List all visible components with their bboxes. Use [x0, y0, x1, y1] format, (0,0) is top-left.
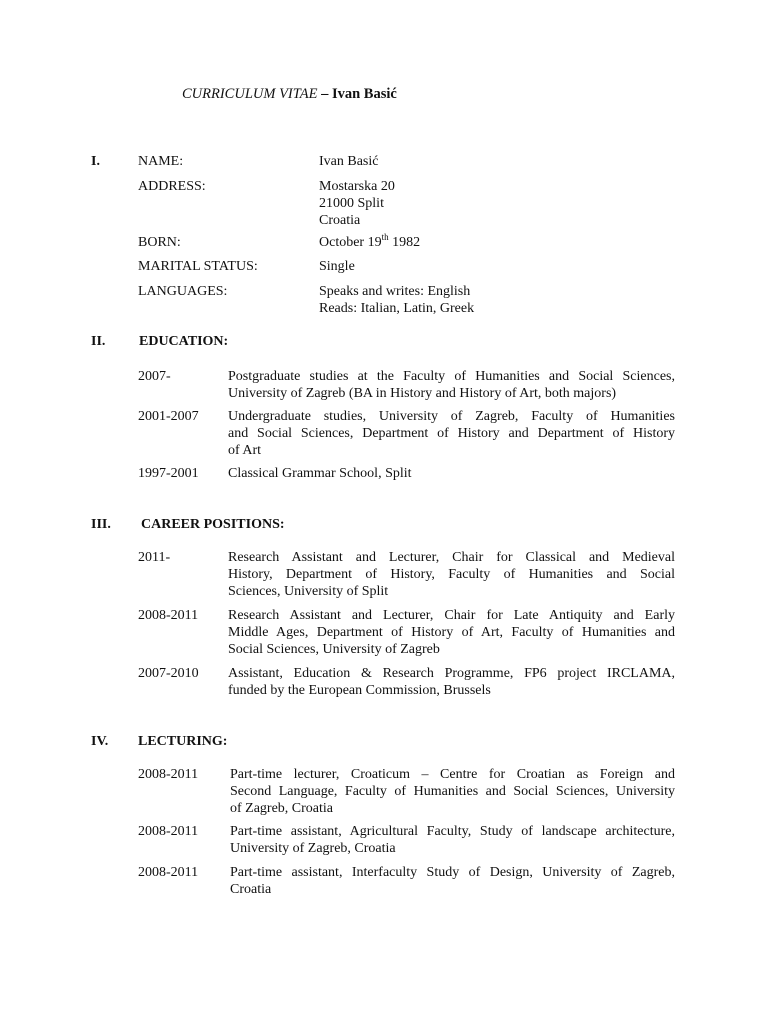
title-italic: CURRICULUM VITAE [182, 86, 318, 102]
born-date: October 19 [319, 235, 382, 250]
section-number-education: II. [91, 334, 106, 349]
name-value: Ivan Basić [319, 154, 379, 169]
education-description [228, 408, 675, 459]
description-line: Part-time assistant, Interfaculty Study of Design, University of Zagreb, [230, 865, 675, 880]
description-line: Croatia [230, 882, 272, 897]
lecturing-description [230, 864, 675, 898]
born-label: BORN: [138, 235, 181, 250]
description-line: Middle Ages, Department of History of Art, Faculty of Humanities and [228, 625, 675, 640]
career-description [228, 607, 675, 658]
lecturing-year: 2008-2011 [138, 865, 199, 880]
education-year: 2001-2007 [138, 409, 199, 424]
description-line: Part-time lecturer, Croaticum – Centre for Croatian as Foreign and [230, 767, 675, 782]
address-label: ADDRESS: [138, 179, 206, 194]
title-separator: – [317, 86, 332, 102]
description-line: funded by the European Commission, Brussels [228, 683, 491, 698]
description-line: History, Department of History, Faculty of Humanities and Social [228, 567, 675, 582]
description-line: Postgraduate studies at the Faculty of Humanities and Social Sciences, [228, 369, 675, 384]
section-heading-lecturing: LECTURING: [138, 734, 228, 749]
education-year: 1997-2001 [138, 466, 199, 481]
address-line: Mostarska 20 [319, 179, 395, 194]
education-description [228, 465, 675, 482]
lecturing-description [230, 823, 675, 857]
career-description [228, 665, 675, 699]
section-heading-career: CAREER POSITIONS: [141, 517, 285, 532]
description-line: Classical Grammar School, Split [228, 466, 412, 481]
address-value [319, 178, 395, 229]
education-description [228, 368, 675, 402]
description-line: and Social Sciences, Department of History and Department of History [228, 426, 675, 441]
description-line: Second Language, Faculty of Humanities and Social Sciences, University [230, 784, 675, 799]
marital-status-label: MARITAL STATUS: [138, 259, 258, 274]
languages-label: LANGUAGES: [138, 284, 228, 299]
document-title [182, 86, 397, 103]
education-year: 2007- [138, 369, 171, 384]
marital-status-value: Single [319, 259, 355, 274]
description-line: Research Assistant and Lecturer, Chair for Late Antiquity and Early [228, 608, 675, 623]
lecturing-year: 2008-2011 [138, 767, 199, 782]
address-line: 21000 Split [319, 196, 384, 211]
description-line: Part-time assistant, Agricultural Faculty, Study of landscape architecture, [230, 824, 675, 839]
description-line: of Art [228, 443, 262, 458]
languages-value [319, 283, 474, 317]
description-line: Undergraduate studies, University of Zagreb, Faculty of Humanities [228, 409, 675, 424]
born-year: 1982 [388, 235, 421, 250]
section-number-career: III. [91, 517, 111, 532]
description-line: Social Sciences, University of Zagreb [228, 642, 440, 657]
description-line: University of Zagreb, Croatia [230, 841, 396, 856]
lecturing-year: 2008-2011 [138, 824, 199, 839]
description-line: Assistant, Education & Research Programme, FP6 project IRCLAMA, [228, 666, 675, 681]
description-line: University of Zagreb (BA in History and History of Art, both majors) [228, 386, 617, 401]
description-line: of Zagreb, Croatia [230, 801, 334, 816]
section-number-personal: I. [91, 154, 100, 169]
title-name: Ivan Basić [331, 86, 397, 102]
career-year: 2007-2010 [138, 666, 199, 681]
career-description [228, 549, 675, 600]
section-number-lecturing: IV. [91, 734, 109, 749]
description-line: Sciences, University of Split [228, 584, 389, 599]
career-year: 2008-2011 [138, 608, 199, 623]
description-line: Research Assistant and Lecturer, Chair for Classical and Medieval [228, 550, 675, 565]
address-line: Croatia [319, 213, 361, 228]
born-value [319, 234, 420, 251]
languages-line: Reads: Italian, Latin, Greek [319, 301, 475, 316]
born-ordinal: th [381, 232, 389, 242]
languages-line: Speaks and writes: English [319, 284, 471, 299]
career-year: 2011- [138, 550, 171, 565]
lecturing-description [230, 766, 675, 817]
section-heading-education: EDUCATION: [139, 334, 229, 349]
name-label: NAME: [138, 154, 184, 169]
